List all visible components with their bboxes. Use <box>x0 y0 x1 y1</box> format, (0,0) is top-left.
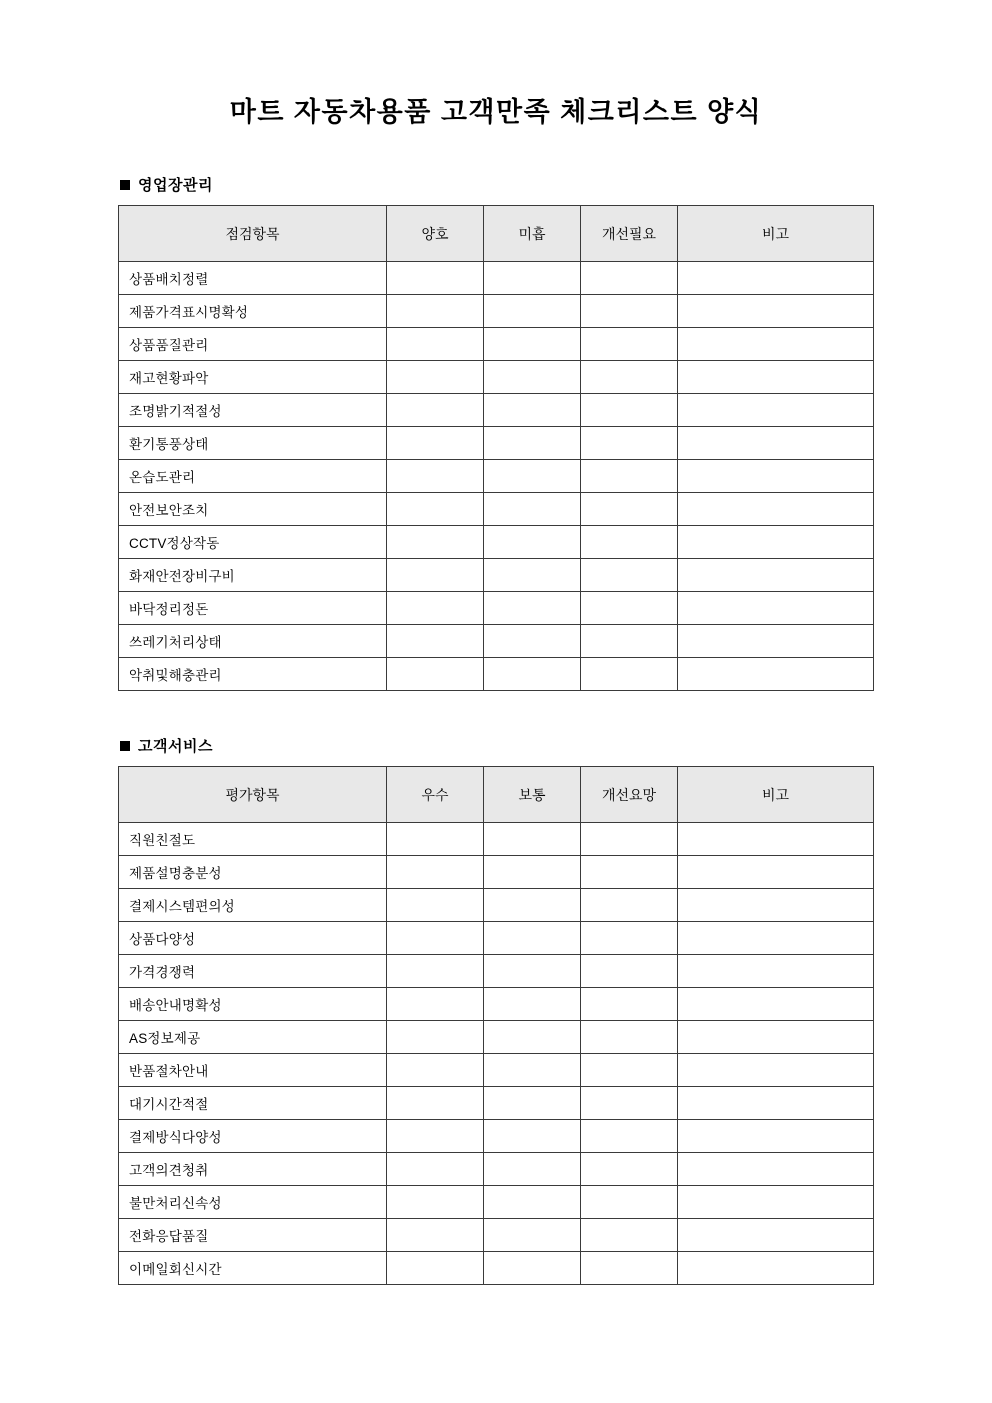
row-item-label: 환기통풍상태 <box>119 427 387 460</box>
table-row <box>119 658 874 691</box>
checkbox-cell-poor[interactable] <box>484 295 581 328</box>
table-row <box>119 262 874 295</box>
remarks-cell[interactable] <box>678 295 874 328</box>
checkbox-cell-average[interactable] <box>484 988 581 1021</box>
column-header-average: 보통 <box>484 767 581 823</box>
remarks-cell[interactable] <box>678 1087 874 1120</box>
table-row <box>119 394 874 427</box>
checkbox-cell-excellent[interactable] <box>387 823 484 856</box>
checkbox-cell-good[interactable] <box>387 427 484 460</box>
checkbox-cell-needs-improvement[interactable] <box>581 592 678 625</box>
row-item-label: 직원친절도 <box>119 823 387 856</box>
checkbox-cell-average[interactable] <box>484 955 581 988</box>
row-item-label: 제품가격표시명확성 <box>119 295 387 328</box>
checkbox-cell-needs-improvement[interactable] <box>581 460 678 493</box>
checkbox-cell-poor[interactable] <box>484 262 581 295</box>
table-row <box>119 526 874 559</box>
checkbox-cell-needs-improvement[interactable] <box>581 1153 678 1186</box>
checkbox-cell-average[interactable] <box>484 823 581 856</box>
checkbox-cell-good[interactable] <box>387 361 484 394</box>
remarks-cell[interactable] <box>678 625 874 658</box>
checkbox-cell-needs-improvement[interactable] <box>581 394 678 427</box>
remarks-cell[interactable] <box>678 559 874 592</box>
remarks-cell[interactable] <box>678 1021 874 1054</box>
checkbox-cell-good[interactable] <box>387 262 484 295</box>
checkbox-cell-poor[interactable] <box>484 328 581 361</box>
checkbox-cell-needs-improvement[interactable] <box>581 889 678 922</box>
checkbox-cell-needs-improvement[interactable] <box>581 559 678 592</box>
remarks-cell[interactable] <box>678 856 874 889</box>
remarks-cell[interactable] <box>678 955 874 988</box>
checkbox-cell-good[interactable] <box>387 592 484 625</box>
checkbox-cell-needs-improvement[interactable] <box>581 361 678 394</box>
row-item-label: 화재안전장비구비 <box>119 559 387 592</box>
table-row <box>119 328 874 361</box>
checkbox-cell-poor[interactable] <box>484 658 581 691</box>
remarks-cell[interactable] <box>678 493 874 526</box>
row-item-label: 악취및해충관리 <box>119 658 387 691</box>
page-title: 마트 자동차용품 고객만족 체크리스트 양식 <box>229 97 763 127</box>
row-item-label: 안전보안조치 <box>119 493 387 526</box>
row-item-label: 배송안내명확성 <box>119 988 387 1021</box>
checkbox-cell-poor[interactable] <box>484 526 581 559</box>
remarks-cell[interactable] <box>678 1120 874 1153</box>
remarks-cell[interactable] <box>678 1186 874 1219</box>
checklist-table-business-management <box>118 205 874 691</box>
checkbox-cell-needs-improvement[interactable] <box>581 658 678 691</box>
checkbox-cell-excellent[interactable] <box>387 1252 484 1285</box>
table-row <box>119 592 874 625</box>
remarks-cell[interactable] <box>678 1153 874 1186</box>
remarks-cell[interactable] <box>678 889 874 922</box>
table-row <box>119 1252 874 1285</box>
checkbox-cell-good[interactable] <box>387 460 484 493</box>
table-row <box>119 1219 874 1252</box>
checkbox-cell-poor[interactable] <box>484 592 581 625</box>
checkbox-cell-excellent[interactable] <box>387 856 484 889</box>
checkbox-cell-excellent[interactable] <box>387 1186 484 1219</box>
checkbox-cell-poor[interactable] <box>484 361 581 394</box>
checkbox-cell-average[interactable] <box>484 1153 581 1186</box>
remarks-cell[interactable] <box>678 922 874 955</box>
checkbox-cell-needs-improvement[interactable] <box>581 1054 678 1087</box>
checkbox-cell-needs-improvement[interactable] <box>581 295 678 328</box>
checkbox-cell-needs-improvement[interactable] <box>581 1186 678 1219</box>
remarks-cell[interactable] <box>678 1252 874 1285</box>
checkbox-cell-average[interactable] <box>484 1186 581 1219</box>
section-customer-service <box>118 735 874 1285</box>
checkbox-cell-needs-improvement[interactable] <box>581 427 678 460</box>
table-row <box>119 1021 874 1054</box>
table-row <box>119 295 874 328</box>
checkbox-cell-average[interactable] <box>484 856 581 889</box>
square-bullet-icon <box>120 741 130 751</box>
checkbox-cell-excellent[interactable] <box>387 1087 484 1120</box>
remarks-cell[interactable] <box>678 526 874 559</box>
checkbox-cell-excellent[interactable] <box>387 1021 484 1054</box>
checkbox-cell-needs-improvement[interactable] <box>581 955 678 988</box>
checkbox-cell-poor[interactable] <box>484 460 581 493</box>
checkbox-cell-needs-improvement[interactable] <box>581 922 678 955</box>
table-row <box>119 1186 874 1219</box>
table-row <box>119 1120 874 1153</box>
checkbox-cell-needs-improvement[interactable] <box>581 856 678 889</box>
checkbox-cell-average[interactable] <box>484 1087 581 1120</box>
checkbox-cell-excellent[interactable] <box>387 1219 484 1252</box>
checkbox-cell-good[interactable] <box>387 295 484 328</box>
table-row <box>119 559 874 592</box>
table-row <box>119 856 874 889</box>
checkbox-cell-average[interactable] <box>484 1120 581 1153</box>
column-header-good: 양호 <box>387 206 484 262</box>
checkbox-cell-average[interactable] <box>484 1219 581 1252</box>
column-header-excellent: 우수 <box>387 767 484 823</box>
checkbox-cell-needs-improvement[interactable] <box>581 262 678 295</box>
row-item-label: 대기시간적절 <box>119 1087 387 1120</box>
checkbox-cell-needs-improvement[interactable] <box>581 823 678 856</box>
checkbox-cell-excellent[interactable] <box>387 1153 484 1186</box>
checkbox-cell-needs-improvement[interactable] <box>581 493 678 526</box>
column-header-needs-improvement: 개선필요 <box>581 206 678 262</box>
table-row <box>119 889 874 922</box>
table-header-row <box>119 767 874 823</box>
checkbox-cell-average[interactable] <box>484 1054 581 1087</box>
column-header-remarks: 비고 <box>678 767 874 823</box>
checkbox-cell-poor[interactable] <box>484 625 581 658</box>
table-row <box>119 427 874 460</box>
row-item-label: 이메일회신시간 <box>119 1252 387 1285</box>
table-row <box>119 988 874 1021</box>
checkbox-cell-excellent[interactable] <box>387 922 484 955</box>
row-item-label: 재고현황파악 <box>119 361 387 394</box>
column-header-poor: 미흡 <box>484 206 581 262</box>
remarks-cell[interactable] <box>678 361 874 394</box>
remarks-cell[interactable] <box>678 1219 874 1252</box>
table-row <box>119 1153 874 1186</box>
table-row <box>119 1087 874 1120</box>
checkbox-cell-needs-improvement[interactable] <box>581 625 678 658</box>
checkbox-cell-needs-improvement[interactable] <box>581 328 678 361</box>
checkbox-cell-needs-improvement[interactable] <box>581 1120 678 1153</box>
table-row <box>119 625 874 658</box>
checkbox-cell-good[interactable] <box>387 625 484 658</box>
row-item-label: 온습도관리 <box>119 460 387 493</box>
table-row <box>119 823 874 856</box>
row-item-label: CCTV정상작동 <box>119 526 387 559</box>
row-item-label: 고객의견청취 <box>119 1153 387 1186</box>
checkbox-cell-average[interactable] <box>484 1252 581 1285</box>
checkbox-cell-excellent[interactable] <box>387 1054 484 1087</box>
checkbox-cell-excellent[interactable] <box>387 988 484 1021</box>
checkbox-cell-excellent[interactable] <box>387 955 484 988</box>
row-item-label: 상품배치정렬 <box>119 262 387 295</box>
row-item-label: 상품품질관리 <box>119 328 387 361</box>
checkbox-cell-good[interactable] <box>387 394 484 427</box>
column-header-remarks: 비고 <box>678 206 874 262</box>
column-header-item: 점검항목 <box>119 206 387 262</box>
checkbox-cell-needs-improvement[interactable] <box>581 988 678 1021</box>
checkbox-cell-poor[interactable] <box>484 394 581 427</box>
remarks-cell[interactable] <box>678 262 874 295</box>
row-item-label: 조명밝기적절성 <box>119 394 387 427</box>
section-heading-business-management <box>120 174 874 195</box>
checkbox-cell-good[interactable] <box>387 328 484 361</box>
column-header-item: 평가항목 <box>119 767 387 823</box>
square-bullet-icon <box>120 180 130 190</box>
table-header-row <box>119 206 874 262</box>
row-item-label: 상품다양성 <box>119 922 387 955</box>
section-heading-customer-service <box>120 735 874 756</box>
checkbox-cell-good[interactable] <box>387 658 484 691</box>
checkbox-cell-needs-improvement[interactable] <box>581 1087 678 1120</box>
checkbox-cell-poor[interactable] <box>484 493 581 526</box>
checkbox-cell-average[interactable] <box>484 922 581 955</box>
section-heading-label: 영업장관리 <box>138 177 213 195</box>
remarks-cell[interactable] <box>678 1054 874 1087</box>
checkbox-cell-excellent[interactable] <box>387 1120 484 1153</box>
table-row <box>119 922 874 955</box>
remarks-cell[interactable] <box>678 823 874 856</box>
row-item-label: 불만처리신속성 <box>119 1186 387 1219</box>
row-item-label: AS정보제공 <box>119 1021 387 1054</box>
remarks-cell[interactable] <box>678 328 874 361</box>
checkbox-cell-needs-improvement[interactable] <box>581 1021 678 1054</box>
table-row <box>119 493 874 526</box>
remarks-cell[interactable] <box>678 658 874 691</box>
row-item-label: 바닥정리정돈 <box>119 592 387 625</box>
row-item-label: 결제시스템편의성 <box>119 889 387 922</box>
row-item-label: 반품절차안내 <box>119 1054 387 1087</box>
row-item-label: 결제방식다양성 <box>119 1120 387 1153</box>
checkbox-cell-needs-improvement[interactable] <box>581 1219 678 1252</box>
row-item-label: 제품설명충분성 <box>119 856 387 889</box>
table-row <box>119 1054 874 1087</box>
column-header-needs-improvement: 개선요망 <box>581 767 678 823</box>
checkbox-cell-average[interactable] <box>484 1021 581 1054</box>
row-item-label: 쓰레기처리상태 <box>119 625 387 658</box>
remarks-cell[interactable] <box>678 394 874 427</box>
remarks-cell[interactable] <box>678 427 874 460</box>
section-business-management <box>118 174 874 691</box>
table-row <box>119 955 874 988</box>
checkbox-cell-good[interactable] <box>387 493 484 526</box>
checkbox-cell-needs-improvement[interactable] <box>581 1252 678 1285</box>
checkbox-cell-good[interactable] <box>387 559 484 592</box>
checklist-table-customer-service <box>118 766 874 1285</box>
remarks-cell[interactable] <box>678 592 874 625</box>
table-row <box>119 361 874 394</box>
section-heading-label: 고객서비스 <box>138 738 213 756</box>
checkbox-cell-good[interactable] <box>387 526 484 559</box>
checkbox-cell-poor[interactable] <box>484 427 581 460</box>
remarks-cell[interactable] <box>678 460 874 493</box>
checkbox-cell-excellent[interactable] <box>387 889 484 922</box>
checkbox-cell-average[interactable] <box>484 889 581 922</box>
checkbox-cell-needs-improvement[interactable] <box>581 526 678 559</box>
row-item-label: 전화응답품질 <box>119 1219 387 1252</box>
remarks-cell[interactable] <box>678 988 874 1021</box>
row-item-label: 가격경쟁력 <box>119 955 387 988</box>
table-row <box>119 460 874 493</box>
checkbox-cell-poor[interactable] <box>484 559 581 592</box>
